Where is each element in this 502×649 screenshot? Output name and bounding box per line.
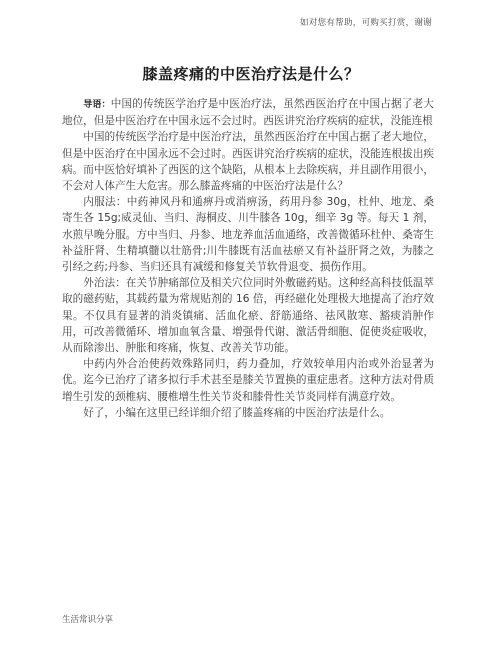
header-note: 如对您有帮助，可购买打赏，谢谢 (299, 18, 432, 28)
article-title: 膝盖疼痛的中医治疗法是什么？ (142, 65, 360, 83)
guide-label: 导语： (83, 100, 111, 110)
guide-paragraph (62, 96, 434, 129)
paragraph-conclusion: 好了，小编在这里已经详细介绍了膝盖疼痛的中医治疗法是什么。 (83, 406, 391, 419)
paragraph-internal-treatment: 内服法：中药神风丹和通痹丹或消痹汤，药用丹参 30g，杜仲、地龙、桑寄生各 15g;威灵仙、当归、海桐皮、川牛膝各 10g，细辛 3g 等。每天 1 剂，水煎早晚分服。方中当归、丹参、地龙养血活血通络，改善微循环杜仲、桑寄生补益肝肾、生精填髓以壮筋骨;川牛膝既有活血祛瘀又有补益肝肾之效，为膝之引经之药;丹参、当归还具有减缓和修复关节软骨退变、损伤作用。 (62, 196, 434, 274)
paragraph-combined-treatment: 中药内外合治使药效殊路同归，药力叠加，疗效较单用内治或外治显著为优。迄今已治疗了诸多拟行手术甚至是膝关节置换的重症患者。这种方法对骨质增生引发的颈椎病、腰椎增生性关节炎和膝骨性关节炎同样有满意疗效。 (62, 358, 434, 403)
paragraph-intro: 中国的传统医学治疗是中医治疗法，虽然西医治疗在中国占据了老大地位，但是中医治疗在中国永远不会过时。西医讲究治疗疾病的症状，没能连根拔出疾病。而中医恰好填补了西医的这个缺陷，从根本上去除疾病，并且副作用很小，不会对人体产生大危害。那么膝盖疼痛的中医治疗法是什么？ (62, 131, 434, 193)
guide-text: 中国的传统医学治疗是中医治疗法，虽然西医治疗在中国占据了老大地位，但是中医治疗在中国永远不会过时。西医讲究治疗疾病的症状，没能连根 (62, 98, 434, 128)
footer-note: 生活常识分享 (62, 615, 114, 625)
article-body (62, 96, 434, 421)
paragraph-external-treatment: 外治法：在关节肿痛部位及相关穴位同时外敷磁药贴。这种经高科技低温萃取的磁药贴，其载药量为常规贴剂的 16 倍，再经磁化处理极大地提高了治疗效果。不仅具有显著的消炎镇痛、活血化瘀、舒筋通络、祛风散寒、豁痰消肿作用，可改善微循环、增加血氧含量、增强骨代谢、激活骨细胞、促使炎症吸收，从而除渗出、肿胀和疼痛，恢复、改善关节功能。 (62, 277, 434, 355)
